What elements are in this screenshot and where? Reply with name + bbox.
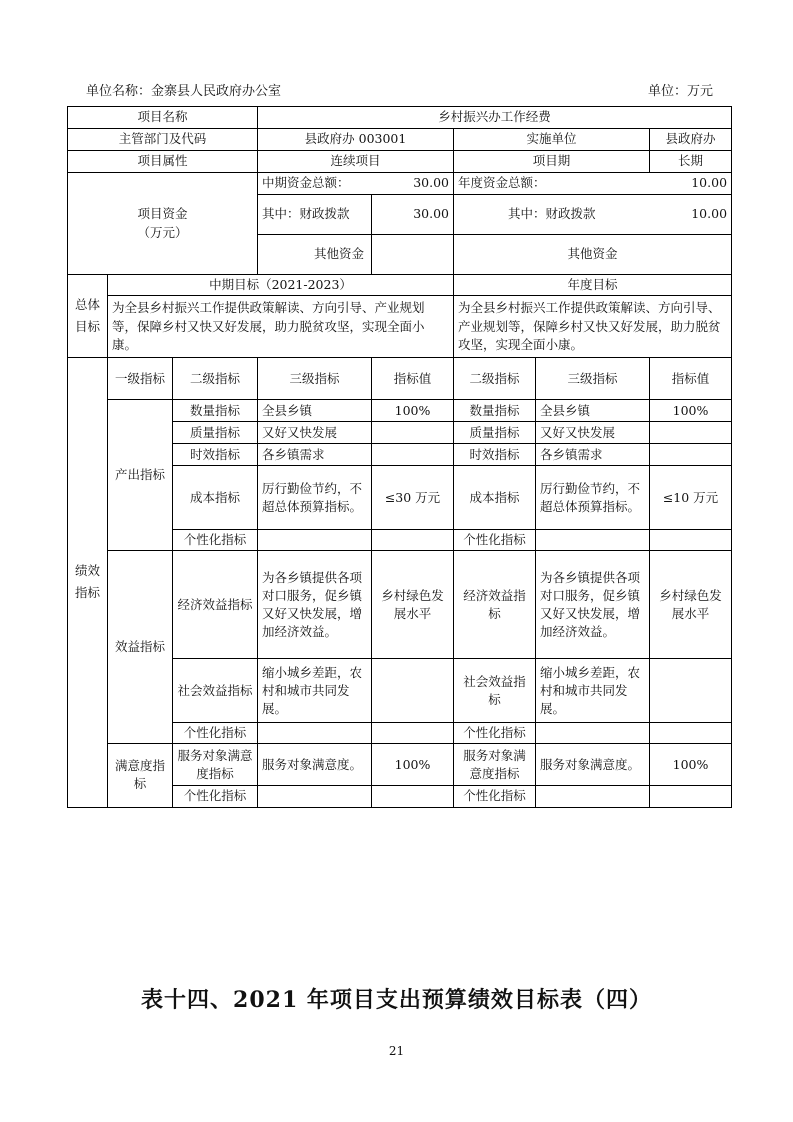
satisfaction-personal-value-annual (650, 786, 732, 807)
dept-value: 县政府办 003001 (258, 129, 454, 151)
unit-measure: 单位：万元 (648, 84, 714, 99)
table-row (68, 275, 732, 296)
unit-name: 单位名称：金寨县人民政府办公室 (86, 84, 282, 99)
timeliness-value-annual (650, 444, 732, 466)
project-name-label: 项目名称 (68, 107, 258, 129)
satisfaction-personal-indicator: 个性化指标 (173, 786, 258, 807)
social-level3-annual: 缩小城乡差距，农村和城市共同发展。 (536, 659, 650, 723)
output-personal-indicator-annual: 个性化指标 (454, 530, 536, 551)
col-level2-header-annual: 二级指标 (454, 358, 536, 400)
quantity-indicator: 数量指标 (173, 400, 258, 422)
output-personal-value-annual (650, 530, 732, 551)
col-value-header-annual: 指标值 (650, 358, 732, 400)
satisfaction-indicator-label: 满意度指标 (108, 744, 173, 807)
annual-total-value: 10.00 (650, 173, 732, 195)
benefit-personal-value-annual (650, 723, 732, 744)
timeliness-indicator: 时效指标 (173, 444, 258, 466)
quantity-level3: 全县乡镇 (258, 400, 372, 422)
satisfaction-personal-value (372, 786, 454, 807)
social-value-annual (650, 659, 732, 723)
quality-value-annual (650, 422, 732, 444)
table-row (68, 744, 732, 786)
output-indicator-label: 产出指标 (108, 400, 173, 551)
service-satisfaction-value-annual: 100% (650, 744, 732, 786)
table-row (68, 129, 732, 151)
cost-indicator-annual: 成本指标 (454, 466, 536, 530)
impl-unit-label: 实施单位 (454, 129, 650, 151)
table-row (68, 551, 732, 659)
timeliness-indicator-annual: 时效指标 (454, 444, 536, 466)
satisfaction-personal-level3-annual (536, 786, 650, 807)
quality-level3: 又好又快发展 (258, 422, 372, 444)
economic-value-annual: 乡村绿色发展水平 (650, 551, 732, 659)
mid-total-value: 30.00 (372, 173, 454, 195)
economic-indicator: 经济效益指标 (173, 551, 258, 659)
annual-goal-text: 为全县乡村振兴工作提供政策解读、方向引导、产业规划等，保障乡村又快又好发展，助力脱贫攻坚，实现全面小康。 (454, 296, 732, 358)
quantity-indicator-annual: 数量指标 (454, 400, 536, 422)
quantity-value: 100% (372, 400, 454, 422)
annual-fiscal-value: 10.00 (650, 195, 732, 235)
col-level3-header: 三级指标 (258, 358, 372, 400)
service-satisfaction-level3: 服务对象满意度。 (258, 744, 372, 786)
col-value-header: 指标值 (372, 358, 454, 400)
mid-other-label: 其他资金 (258, 235, 372, 275)
satisfaction-personal-indicator-annual: 个性化指标 (454, 786, 536, 807)
page-number: 21 (388, 1044, 405, 1058)
timeliness-level3-annual: 各乡镇需求 (536, 444, 650, 466)
cost-value: ≤30 万元 (372, 466, 454, 530)
project-attr-value: 连续项目 (258, 151, 454, 173)
economic-value: 乡村绿色发展水平 (372, 551, 454, 659)
quality-indicator-annual: 质量指标 (454, 422, 536, 444)
benefit-personal-level3 (258, 723, 372, 744)
annual-total-label: 年度资金总额： (454, 173, 650, 195)
cost-level3: 厉行勤俭节约，不超总体预算指标。 (258, 466, 372, 530)
mid-other-value (372, 235, 454, 275)
project-period-value: 长期 (650, 151, 732, 173)
benefit-personal-level3-annual (536, 723, 650, 744)
service-satisfaction-value: 100% (372, 744, 454, 786)
output-personal-value (372, 530, 454, 551)
economic-level3-annual: 为各乡镇提供各项对口服务，促乡镇又好又快发展，增加经济效益。 (536, 551, 650, 659)
quality-level3-annual: 又好又快发展 (536, 422, 650, 444)
mid-fiscal-value: 30.00 (372, 195, 454, 235)
impl-unit-value: 县政府办 (650, 129, 732, 151)
project-funds-label (68, 173, 258, 275)
project-attr-label: 项目属性 (68, 151, 258, 173)
benefit-indicator-label: 效益指标 (108, 551, 173, 744)
project-period-label: 项目期 (454, 151, 650, 173)
mid-fiscal-label: 其中：财政拨款 (258, 195, 372, 235)
table-row (68, 107, 732, 129)
overall-goal-label: 总体目标 (68, 275, 108, 358)
service-satisfaction-indicator: 服务对象满意度指标 (173, 744, 258, 786)
project-name-value: 乡村振兴办工作经费 (258, 107, 732, 129)
col-level2-header: 二级指标 (173, 358, 258, 400)
cost-indicator: 成本指标 (173, 466, 258, 530)
quantity-value-annual: 100% (650, 400, 732, 422)
table-caption: 表十四、2021 年项目支出预算绩效目标表（四） (141, 987, 652, 1013)
economic-indicator-annual: 经济效益指标 (454, 551, 536, 659)
output-personal-level3-annual (536, 530, 650, 551)
satisfaction-personal-level3 (258, 786, 372, 807)
output-personal-indicator: 个性化指标 (173, 530, 258, 551)
timeliness-value (372, 444, 454, 466)
annual-fiscal-label: 其中：财政拨款 (454, 195, 650, 235)
funds-unit-text: （万元） (137, 224, 188, 240)
benefit-personal-indicator-annual: 个性化指标 (454, 723, 536, 744)
cost-level3-annual: 厉行勤俭节约，不超总体预算指标。 (536, 466, 650, 530)
service-satisfaction-level3-annual: 服务对象满意度。 (536, 744, 650, 786)
economic-level3: 为各乡镇提供各项对口服务，促乡镇又好又快发展，增加经济效益。 (258, 551, 372, 659)
social-value (372, 659, 454, 723)
quantity-level3-annual: 全县乡镇 (536, 400, 650, 422)
mid-goal-header: 中期目标（2021-2023） (108, 275, 454, 296)
table-row (68, 400, 732, 422)
performance-target-table (67, 106, 732, 808)
mid-total-label: 中期资金总额： (258, 173, 372, 195)
funds-label-text: 项目资金 (137, 206, 188, 222)
cost-value-annual: ≤10 万元 (650, 466, 732, 530)
quality-indicator: 质量指标 (173, 422, 258, 444)
dept-label: 主管部门及代码 (68, 129, 258, 151)
col-level1-header: 一级指标 (108, 358, 173, 400)
social-indicator-annual: 社会效益指标 (454, 659, 536, 723)
performance-indicator-label: 绩效指标 (68, 358, 108, 807)
social-level3: 缩小城乡差距，农村和城市共同发展。 (258, 659, 372, 723)
table-row (68, 151, 732, 173)
benefit-personal-value (372, 723, 454, 744)
quality-value (372, 422, 454, 444)
col-level3-header-annual: 三级指标 (536, 358, 650, 400)
mid-goal-text: 为全县乡村振兴工作提供政策解读、方向引导、产业规划等，保障乡村又快又好发展，助力脱贫攻坚，实现全面小康。 (108, 296, 454, 358)
table-row (68, 173, 732, 195)
timeliness-level3: 各乡镇需求 (258, 444, 372, 466)
social-indicator: 社会效益指标 (173, 659, 258, 723)
benefit-personal-indicator: 个性化指标 (173, 723, 258, 744)
service-satisfaction-indicator-annual: 服务对象满意度指标 (454, 744, 536, 786)
table-row (68, 358, 732, 400)
table-row (68, 296, 732, 358)
annual-goal-header: 年度目标 (454, 275, 732, 296)
output-personal-level3 (258, 530, 372, 551)
annual-other-label: 其他资金 (454, 235, 732, 275)
